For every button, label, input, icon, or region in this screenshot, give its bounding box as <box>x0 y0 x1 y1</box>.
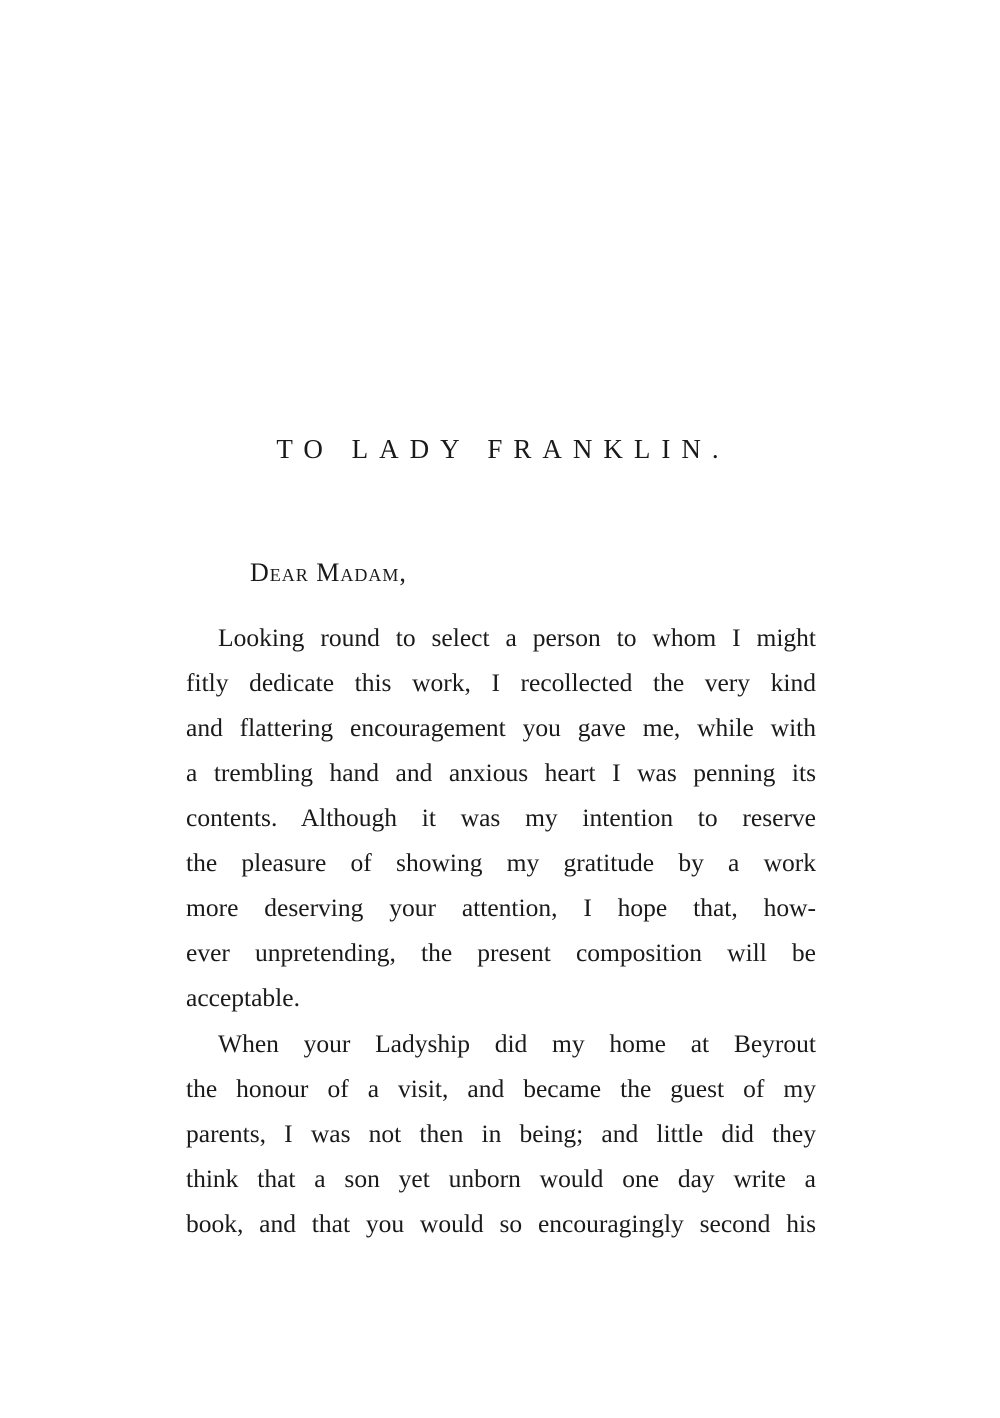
text-line: and flattering encouragement you gave me, while with <box>186 713 816 742</box>
text-line: book, and that you would so encouragingly second his <box>186 1209 816 1238</box>
text-line: parents, I was not then in being; and little did they <box>186 1119 816 1148</box>
text-line: think that a son yet unborn would one day write a <box>186 1164 816 1193</box>
text-line: acceptable. <box>186 983 300 1012</box>
text-line: ever unpretending, the present composition will be <box>186 938 816 967</box>
text-line: the honour of a visit, and became the guest of my <box>186 1074 816 1103</box>
text-line: contents. Although it was my intention to reserve <box>186 803 816 832</box>
text-line: more deserving your attention, I hope that, how- <box>186 893 816 922</box>
text-line: a trembling hand and anxious heart I was penning its <box>186 758 816 787</box>
dedication-title: TO LADY FRANKLIN. <box>276 434 730 464</box>
text-line: Looking round to select a person to whom I might <box>218 623 816 652</box>
salutation: Dear Madam, <box>250 558 407 587</box>
text-line: fitly dedicate this work, I recollected the very kind <box>186 668 816 697</box>
text-line: When your Ladyship did my home at Beyrout <box>218 1029 816 1058</box>
text-line: the pleasure of showing my gratitude by a work <box>186 848 816 877</box>
